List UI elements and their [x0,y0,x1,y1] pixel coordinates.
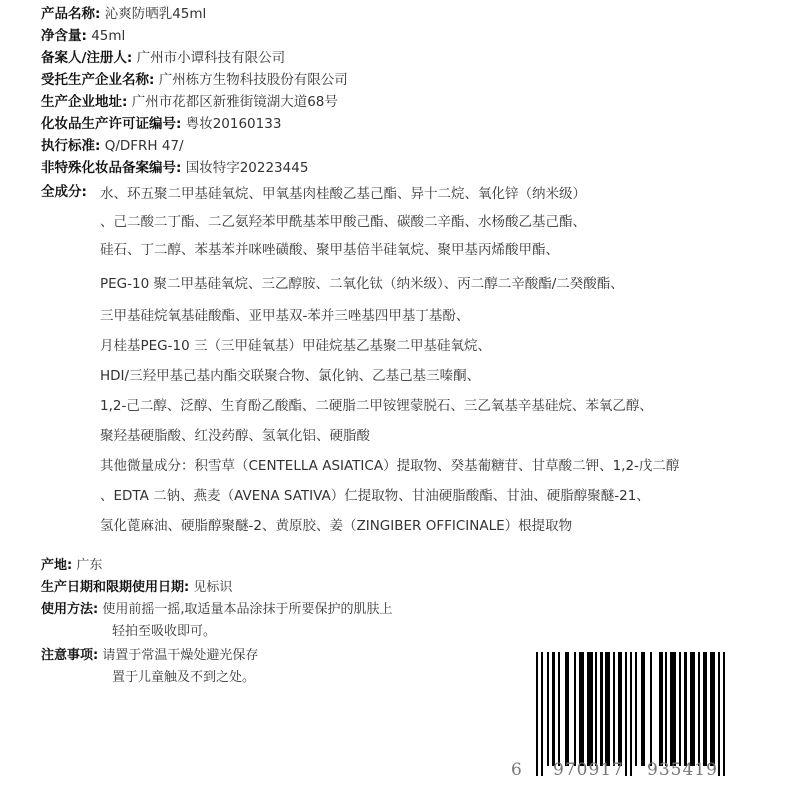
standard-value: Q/DFRH 47/ [104,138,184,154]
ingredients-line: HDI/三羟甲基己基内酯交联聚合物、氯化钠、乙基己基三嗪酮、 [100,368,481,384]
manufacturer-label: 受托生产企业名称: [41,72,155,88]
registrant-row [41,48,285,68]
license-value: 粤妆20160133 [185,116,282,132]
address-row [41,92,338,112]
ingredients-line: 水、环五聚二甲基硅氧烷、甲氧基肉桂酸乙基己酯、异十二烷、氧化锌（纳米级） [100,186,586,202]
filing-number-label: 非特殊化妆品备案编号: [41,160,182,176]
other-ingredients-line: 、EDTA 二钠、燕麦（AVENA SATIVA）仁提取物、甘油硬脂酸酯、甘油、硬脂醇聚醚-21、 [100,488,650,504]
other-ingredients-line: 氢化蓖麻油、硬脂醇聚醚-2、黄原胶、姜（ZINGIBER OFFICINALE）根提取物 [100,518,573,534]
usage-row [41,600,392,620]
usage-line-2: 轻拍至吸收即可。 [112,624,217,639]
license-row [41,114,281,134]
net-content-row [41,26,125,46]
manufacturer-row [41,70,348,90]
ingredients-line: 聚羟基硬脂酸、红没药醇、氢氧化铝、硬脂酸 [100,428,370,444]
usage-label: 使用方法: [41,602,99,617]
registrant-value: 广州市小谭科技有限公司 [136,50,286,66]
address-value: 广州市花都区新雅街镜湖大道68号 [131,94,338,110]
ingredients-line: PEG-10 聚二甲基硅氧烷、三乙醇胺、二氧化钛（纳米级）、丙二醇二辛酸酯/二癸酸酯、 [100,276,624,292]
caution-line-1: 请置于常温干燥处避光保存 [102,648,259,663]
manufacturer-value: 广州栋方生物科技股份有限公司 [158,72,348,88]
registrant-label: 备案人/注册人: [41,50,133,66]
ingredients-line: 月桂基PEG-10 三（三甲硅氧基）甲硅烷基乙基聚二甲基硅氧烷、 [100,338,491,354]
filing-number-row [41,158,308,178]
net-content-value: 45ml [91,28,126,44]
product-name-row [41,4,206,24]
origin-row [41,556,102,576]
barcode-left-digits: 970917 [553,760,624,780]
address-label: 生产企业地址: [41,94,128,110]
caution-label: 注意事项: [41,648,99,663]
dates-row [41,578,232,598]
ingredients-line: 硅石、丁二醇、苯基苯并咪唑磺酸、聚甲基倍半硅氧烷、聚甲基丙烯酸甲酯、 [100,242,559,258]
product-name-value: 沁爽防晒乳45ml [104,6,207,22]
ingredients-line: 1,2-己二醇、泛醇、生育酚乙酸酯、二硬脂二甲铵锂蒙脱石、三乙氧基辛基硅烷、苯氧乙醇、 [100,398,653,414]
ingredients-line: 三甲基硅烷氧基硅酸酯、亚甲基双-苯并三唑基四甲基丁基酚、 [100,308,470,324]
standard-row [41,136,184,156]
barcode-right-digits: 935419 [647,760,718,780]
caution-line-2: 置于儿童触及不到之处。 [112,670,256,685]
other-ingredients-line: 其他微量成分：积雪草（CENTELLA ASIATICA）提取物、癸基葡糖苷、甘草酸二钾、1,2-戊二醇 [100,458,680,474]
caution-row [41,646,258,666]
license-label: 化妆品生产许可证编号: [41,116,182,132]
filing-number-value: 国妆特字20223445 [185,160,309,176]
ingredients-label: 全成分: [41,184,87,200]
net-content-label: 净含量: [41,28,87,44]
origin-label: 产地: [41,558,73,573]
origin-value: 广东 [76,558,103,573]
standard-label: 执行标准: [41,138,101,154]
barcode-first-digit: 6 [511,760,523,780]
dates-value: 见标识 [193,580,233,595]
product-name-label: 产品名称: [41,6,101,22]
dates-label: 生产日期和限期使用日期: [41,580,190,595]
usage-line-1: 使用前摇一摇,取适量本品涂抹于所要保护的肌肤上 [102,602,393,617]
ingredients-line: 、己二酸二丁酯、二乙氨羟苯甲酰基苯甲酸己酯、碳酸二辛酯、水杨酸乙基己酯、 [100,214,586,230]
